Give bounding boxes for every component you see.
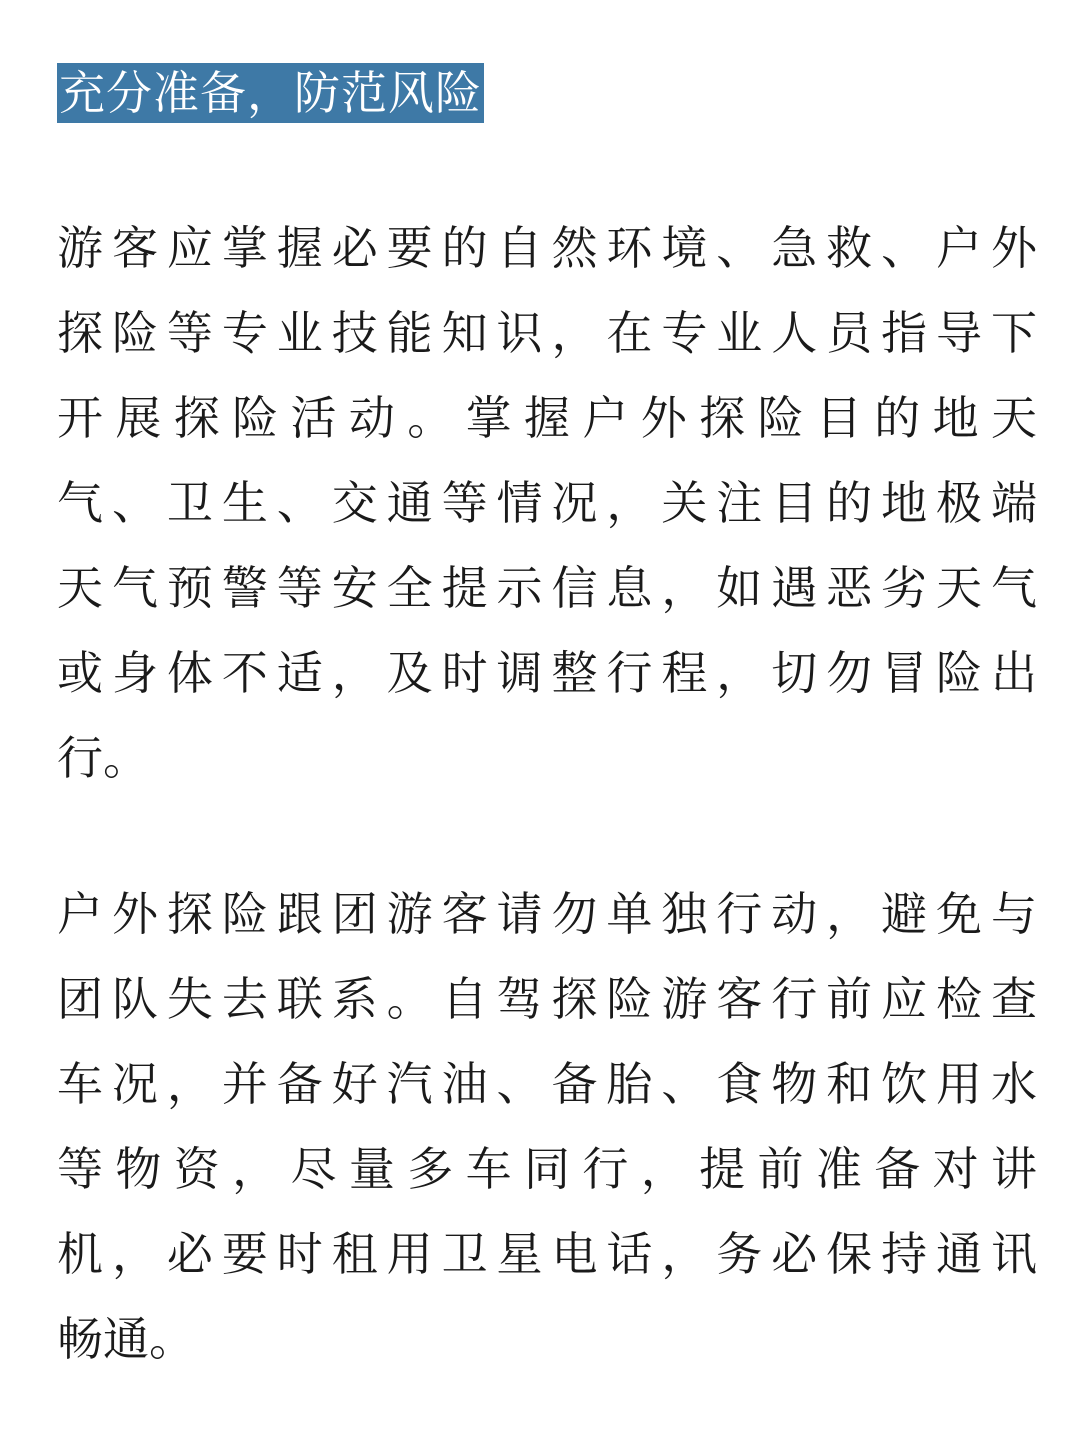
paragraph-line: 机，必要时租用卫星电话，务必保持通讯: [57, 1227, 1037, 1281]
paragraph-line: 游客应掌握必要的自然环境、急救、户外: [57, 221, 1037, 275]
paragraph-line: 天气预警等安全提示信息，如遇恶劣天气: [57, 561, 1037, 615]
section-heading: 充分准备，防范风险: [57, 63, 484, 123]
paragraph-line: 车况，并备好汽油、备胎、食物和饮用水: [57, 1057, 1037, 1111]
paragraph-line: 户外探险跟团游客请勿单独行动，避免与: [57, 887, 1037, 941]
paragraph-line: 团队失去联系。自驾探险游客行前应检查: [57, 972, 1037, 1026]
paragraph-line: 行。: [57, 731, 149, 785]
paragraph-line: 等物资，尽量多车同行，提前准备对讲: [57, 1142, 1037, 1196]
paragraph-line: 或身体不适，及时调整行程，切勿冒险出: [57, 646, 1037, 700]
paragraph-line: 气、卫生、交通等情况，关注目的地极端: [57, 476, 1037, 530]
paragraph-preparation: [57, 206, 1037, 801]
paragraph-group-travel: [57, 872, 1037, 1382]
paragraph-line: 畅通。: [57, 1312, 195, 1366]
paragraph-line: 开展探险活动。掌握户外探险目的地天: [57, 391, 1037, 445]
paragraph-line: 探险等专业技能知识，在专业人员指导下: [57, 306, 1037, 360]
